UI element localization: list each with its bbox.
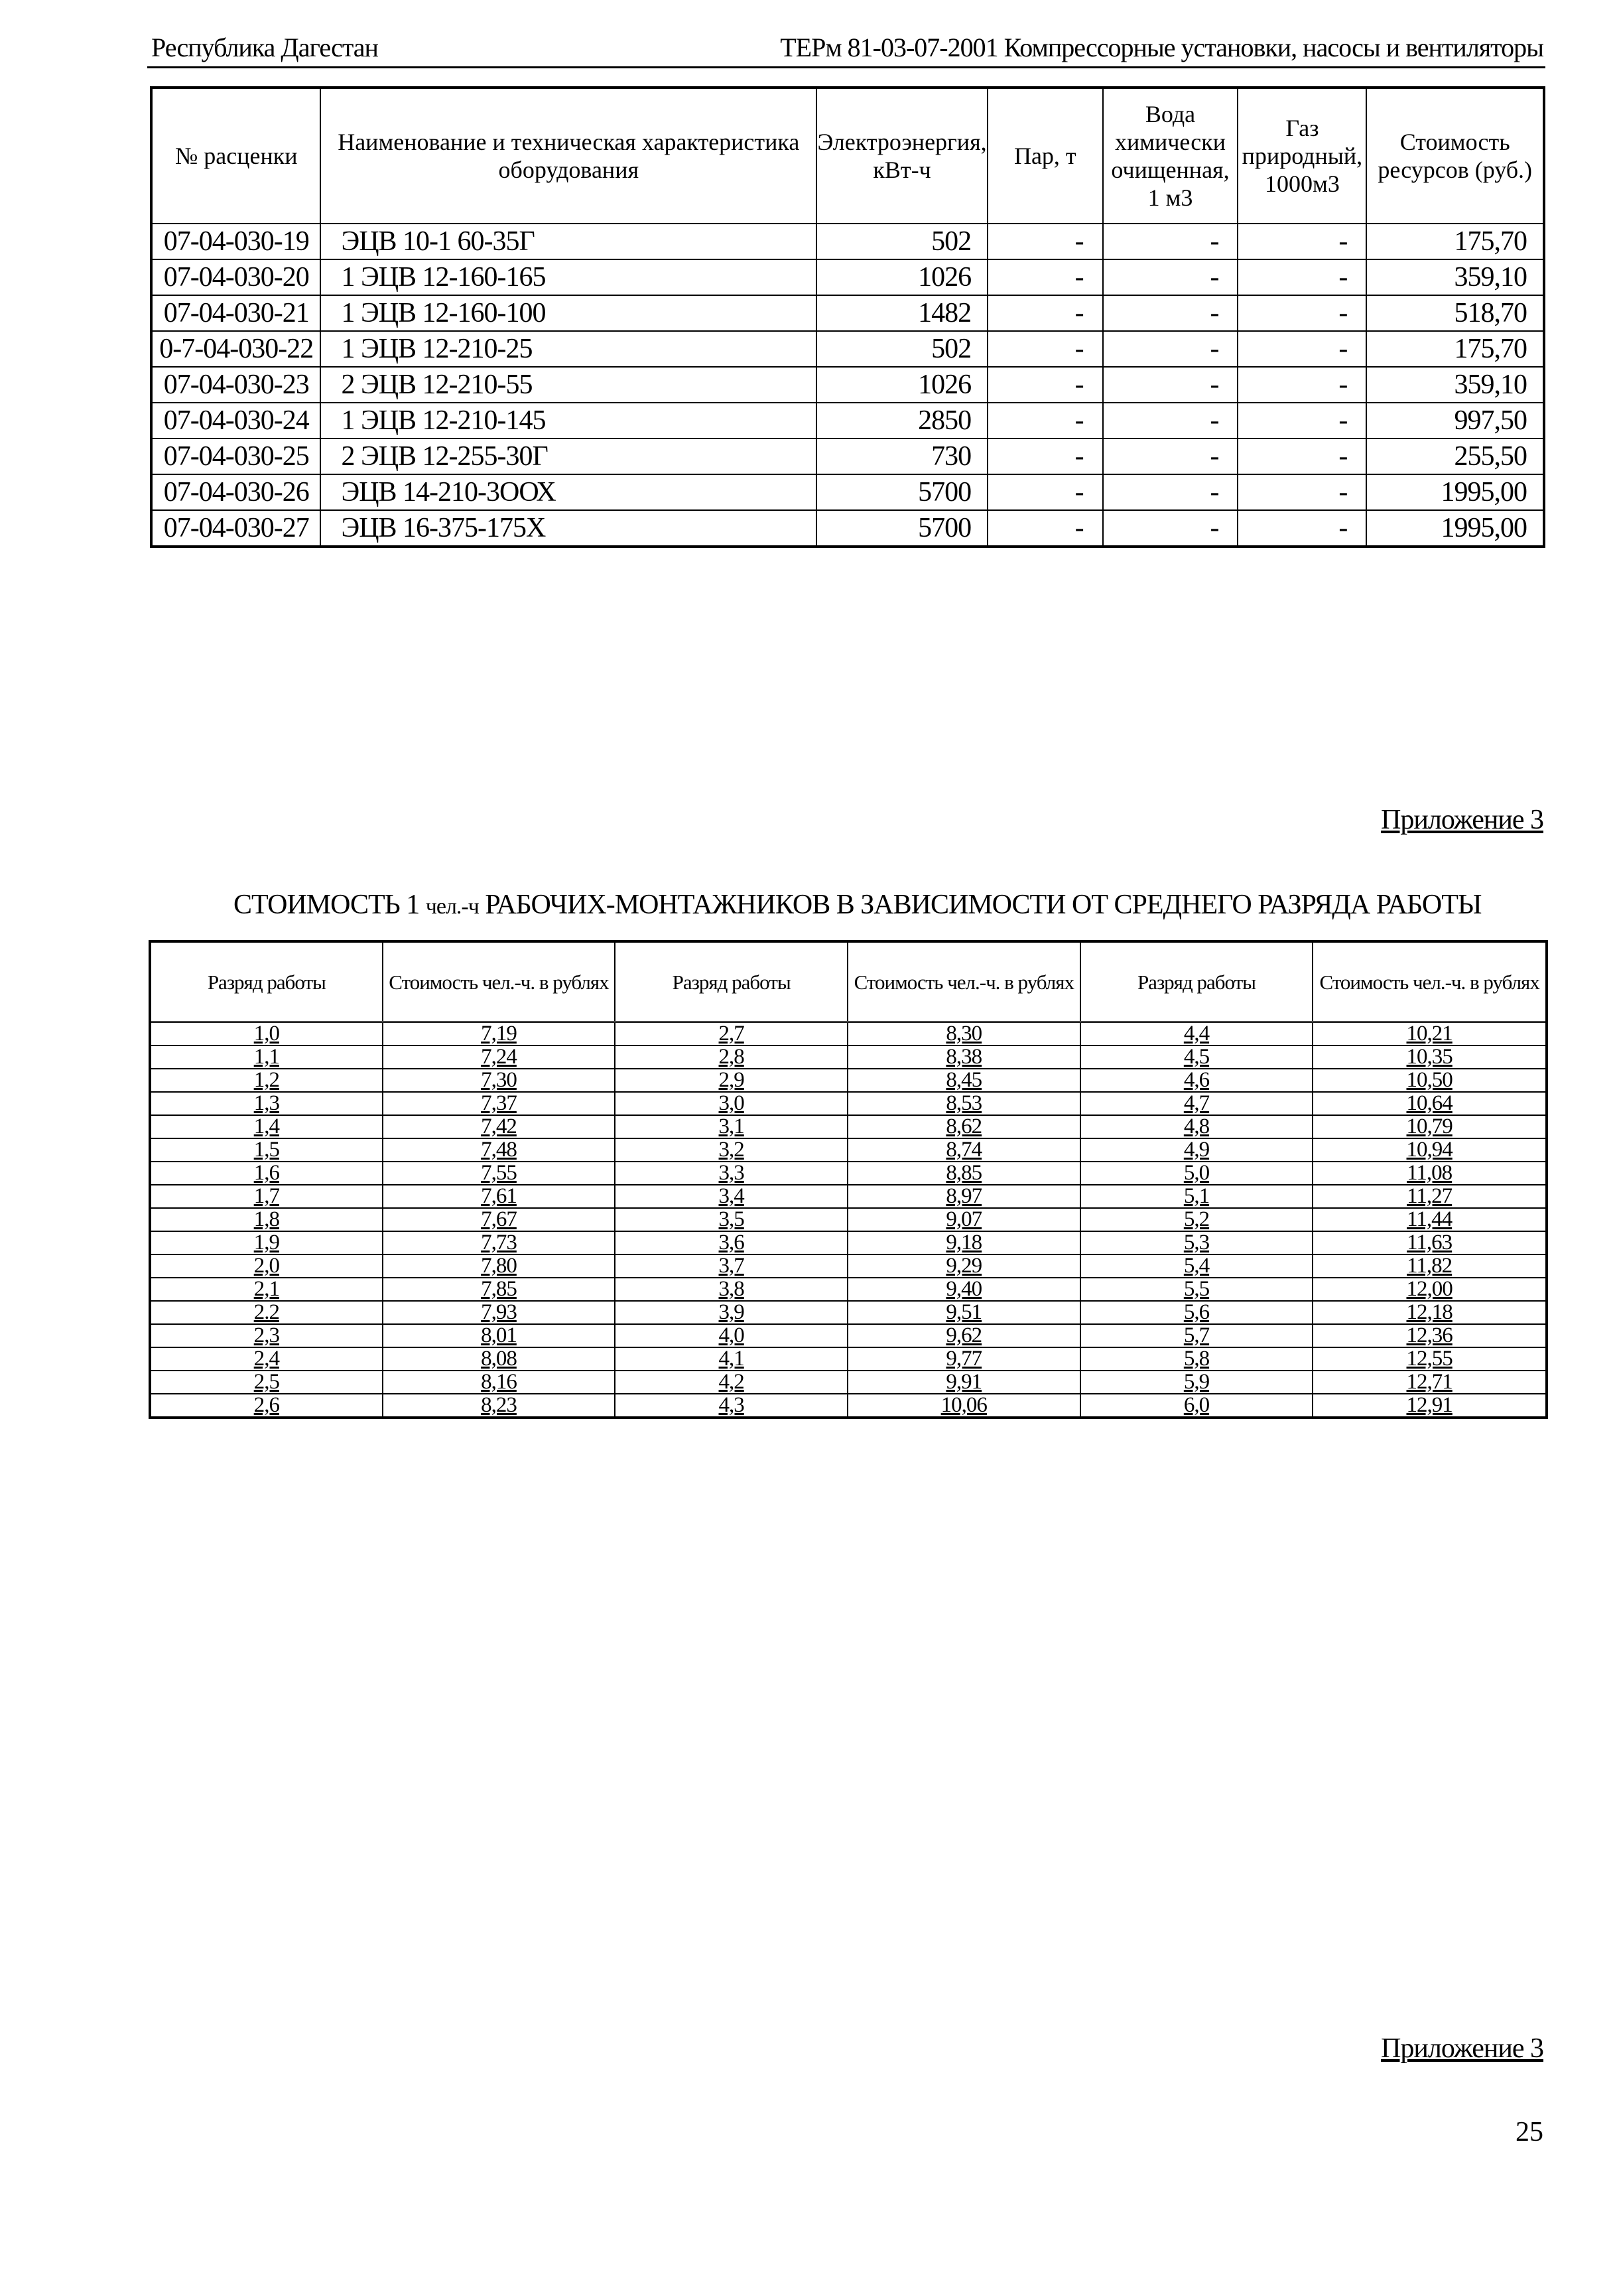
table-cell: 730 — [816, 439, 988, 474]
table-cell: 2,9 — [615, 1069, 848, 1092]
table-cell: 10,50 — [1313, 1069, 1547, 1092]
column-header: Газ природный, 1000м3 — [1238, 88, 1366, 224]
table-cell: 997,50 — [1366, 403, 1544, 439]
table-row — [151, 510, 1544, 547]
table-cell: 5,7 — [1080, 1324, 1313, 1347]
table-cell: - — [1238, 474, 1366, 510]
table-cell: 502 — [816, 331, 988, 367]
table-cell: 3,8 — [615, 1278, 848, 1301]
table-cell: 1482 — [816, 295, 988, 331]
table-cell: 1026 — [816, 367, 988, 403]
rates-table — [150, 86, 1545, 548]
table-cell: 1 ЭЦВ 12-160-100 — [320, 295, 816, 331]
column-header: Наименование и техническая характеристика оборудования — [320, 88, 816, 224]
table-title — [233, 889, 1482, 921]
table-cell: - — [988, 474, 1103, 510]
table-cell: 4,5 — [1080, 1046, 1313, 1069]
table-cell: 7,93 — [383, 1301, 615, 1324]
table-row — [150, 1046, 1547, 1069]
table-row — [150, 1347, 1547, 1371]
table-cell: 1 ЭЦВ 12-160-165 — [320, 259, 816, 295]
column-header: № расценки — [151, 88, 320, 224]
table-cell: 9,07 — [848, 1208, 1080, 1231]
table-cell: - — [1103, 295, 1238, 331]
table-cell: 3,0 — [615, 1092, 848, 1115]
table-cell: - — [1238, 331, 1366, 367]
table-cell: 9,62 — [848, 1324, 1080, 1347]
table-row — [150, 1324, 1547, 1347]
column-header: Разряд работы — [150, 941, 383, 1022]
table-cell: 1,5 — [150, 1138, 383, 1162]
column-header: Стоимость ресурсов (руб.) — [1366, 88, 1544, 224]
column-header: Вода химически очищенная, 1 м3 — [1103, 88, 1238, 224]
table-cell: 1,9 — [150, 1231, 383, 1254]
table-cell: 7,42 — [383, 1115, 615, 1138]
table-cell: 7,48 — [383, 1138, 615, 1162]
table-cell: 12,18 — [1313, 1301, 1547, 1324]
table-cell: 1 ЭЦВ 12-210-25 — [320, 331, 816, 367]
table-row — [150, 1069, 1547, 1092]
table-cell: 8,97 — [848, 1185, 1080, 1208]
table-row — [150, 1231, 1547, 1254]
table-cell: 1,3 — [150, 1092, 383, 1115]
table-cell: - — [1238, 259, 1366, 295]
table-cell: 5,2 — [1080, 1208, 1313, 1231]
table-cell: 8,23 — [383, 1394, 615, 1418]
table-cell: 1995,00 — [1366, 474, 1544, 510]
table-cell: 11,44 — [1313, 1208, 1547, 1231]
table-cell: 7,55 — [383, 1162, 615, 1185]
table-cell: 8,16 — [383, 1371, 615, 1394]
table-cell: 2,3 — [150, 1324, 383, 1347]
table-cell: 7,30 — [383, 1069, 615, 1092]
table-cell: 07-04-030-24 — [151, 403, 320, 439]
table-cell: 4,3 — [615, 1394, 848, 1418]
table-cell: - — [1103, 367, 1238, 403]
table-cell: 10,21 — [1313, 1022, 1547, 1046]
table-cell: - — [1103, 259, 1238, 295]
table-cell: 175,70 — [1366, 224, 1544, 259]
table-cell: 7,24 — [383, 1046, 615, 1069]
table-cell: - — [1238, 367, 1366, 403]
table-cell: - — [988, 259, 1103, 295]
table-cell: 5,8 — [1080, 1347, 1313, 1371]
table-cell: 5700 — [816, 474, 988, 510]
table-cell: 8,74 — [848, 1138, 1080, 1162]
table-cell: 4,1 — [615, 1347, 848, 1371]
table-cell: - — [1238, 510, 1366, 547]
table-cell: 4,6 — [1080, 1069, 1313, 1092]
table-row — [150, 1162, 1547, 1185]
table-cell: - — [988, 331, 1103, 367]
table-cell: 11,08 — [1313, 1162, 1547, 1185]
table-row — [150, 1208, 1547, 1231]
table-cell: 3,1 — [615, 1115, 848, 1138]
table-cell: 9,77 — [848, 1347, 1080, 1371]
table-row — [150, 1185, 1547, 1208]
header-region: Республика Дагестан — [151, 33, 378, 62]
table-cell: 4,0 — [615, 1324, 848, 1347]
table-cell: 2.2 — [150, 1301, 383, 1324]
table-cell: 3,3 — [615, 1162, 848, 1185]
table-cell: 1026 — [816, 259, 988, 295]
table-cell: 1,4 — [150, 1115, 383, 1138]
table-cell: 9,18 — [848, 1231, 1080, 1254]
table-row — [150, 1022, 1547, 1046]
table-row — [151, 403, 1544, 439]
table-cell: 1,7 — [150, 1185, 383, 1208]
table-cell: 9,51 — [848, 1301, 1080, 1324]
table-cell: - — [1103, 439, 1238, 474]
table-title-part: РАБОЧИХ-МОНТАЖНИКОВ В ЗАВИСИМОСТИ ОТ СРЕДНЕГО РАЗРЯДА РАБОТЫ — [478, 890, 1482, 920]
table-cell: 07-04-030-19 — [151, 224, 320, 259]
table-cell: 8,85 — [848, 1162, 1080, 1185]
table-cell: 3,9 — [615, 1301, 848, 1324]
table-cell: 8,08 — [383, 1347, 615, 1371]
column-header: Стоимость чел.-ч. в рублях — [383, 941, 615, 1022]
table-cell: 8,45 — [848, 1069, 1080, 1092]
header-document-title: ТЕРм 81-03-07-2001 Компрессорные установки, насосы и вентиляторы — [780, 33, 1543, 62]
table-row — [150, 1394, 1547, 1418]
table-cell: 3,6 — [615, 1231, 848, 1254]
table-cell: - — [1238, 224, 1366, 259]
labor-cost-table — [149, 940, 1548, 1419]
table-cell: 07-04-030-21 — [151, 295, 320, 331]
column-header: Стоимость чел.-ч. в рублях — [848, 941, 1080, 1022]
header-rule — [147, 66, 1545, 68]
appendix-label: Приложение 3 — [1381, 2033, 1543, 2064]
table-row — [151, 439, 1544, 474]
table-cell: 1 ЭЦВ 12-210-145 — [320, 403, 816, 439]
table-cell: 1,2 — [150, 1069, 383, 1092]
table-cell: 1,6 — [150, 1162, 383, 1185]
table-cell: 502 — [816, 224, 988, 259]
table-row — [150, 1138, 1547, 1162]
table-cell: 8,53 — [848, 1092, 1080, 1115]
table-cell: - — [988, 403, 1103, 439]
table-cell: 2,1 — [150, 1278, 383, 1301]
column-header: Разряд работы — [1080, 941, 1313, 1022]
table-title-part: СТОИМОСТЬ 1 — [233, 890, 426, 920]
table-cell: 5,4 — [1080, 1254, 1313, 1278]
table-cell: 07-04-030-25 — [151, 439, 320, 474]
appendix-label: Приложение 3 — [1381, 805, 1543, 835]
table-cell: 9,91 — [848, 1371, 1080, 1394]
table-cell: 175,70 — [1366, 331, 1544, 367]
table-cell: 2,6 — [150, 1394, 383, 1418]
table-cell: - — [988, 224, 1103, 259]
table-cell: 7,19 — [383, 1022, 615, 1046]
table-cell: 8,62 — [848, 1115, 1080, 1138]
column-header: Пар, т — [988, 88, 1103, 224]
table-header-row — [151, 88, 1544, 224]
table-cell: 4,8 — [1080, 1115, 1313, 1138]
table-cell: 7,85 — [383, 1278, 615, 1301]
table-cell: 10,79 — [1313, 1115, 1547, 1138]
table-cell: 7,73 — [383, 1231, 615, 1254]
table-cell: 4,9 — [1080, 1138, 1313, 1162]
table-cell: 10,06 — [848, 1394, 1080, 1418]
table-cell: 2,7 — [615, 1022, 848, 1046]
table-cell: 12,55 — [1313, 1347, 1547, 1371]
table-cell: 3,2 — [615, 1138, 848, 1162]
table-cell: 5,5 — [1080, 1278, 1313, 1301]
table-cell: - — [1103, 331, 1238, 367]
table-cell: - — [988, 295, 1103, 331]
table-cell: 10,94 — [1313, 1138, 1547, 1162]
table-cell: 5700 — [816, 510, 988, 547]
table-cell: 10,35 — [1313, 1046, 1547, 1069]
table-cell: - — [1103, 224, 1238, 259]
table-cell: 3,7 — [615, 1254, 848, 1278]
table-row — [151, 367, 1544, 403]
table-cell: 12,71 — [1313, 1371, 1547, 1394]
table-title-unit: чел.-ч — [425, 894, 479, 919]
table-cell: ЭЦВ 10-1 60-35Г — [320, 224, 816, 259]
table-cell: 359,10 — [1366, 259, 1544, 295]
table-cell: 2,5 — [150, 1371, 383, 1394]
table-cell: 7,61 — [383, 1185, 615, 1208]
table-cell: 2,8 — [615, 1046, 848, 1069]
table-row — [151, 259, 1544, 295]
table-cell: 8,38 — [848, 1046, 1080, 1069]
table-cell: 07-04-030-26 — [151, 474, 320, 510]
table-cell: 8,01 — [383, 1324, 615, 1347]
table-cell: 4,7 — [1080, 1092, 1313, 1115]
table-cell: 5,3 — [1080, 1231, 1313, 1254]
table-cell: ЭЦВ 14-210-3ООХ — [320, 474, 816, 510]
table-cell: - — [1103, 403, 1238, 439]
table-cell: 5,9 — [1080, 1371, 1313, 1394]
table-cell: 11,63 — [1313, 1231, 1547, 1254]
table-cell: 1995,00 — [1366, 510, 1544, 547]
table-cell: 07-04-030-20 — [151, 259, 320, 295]
table-row — [150, 1254, 1547, 1278]
table-cell: 9,40 — [848, 1278, 1080, 1301]
table-cell: 6,0 — [1080, 1394, 1313, 1418]
table-cell: 2 ЭЦВ 12-210-55 — [320, 367, 816, 403]
table-cell: 1,0 — [150, 1022, 383, 1046]
table-cell: 3,5 — [615, 1208, 848, 1231]
table-cell: 3,4 — [615, 1185, 848, 1208]
table-row — [150, 1371, 1547, 1394]
table-row — [150, 1092, 1547, 1115]
table-cell: 7,80 — [383, 1254, 615, 1278]
table-cell: - — [1103, 510, 1238, 547]
table-cell: 359,10 — [1366, 367, 1544, 403]
table-row — [151, 295, 1544, 331]
table-cell: - — [988, 439, 1103, 474]
table-header-row — [150, 941, 1547, 1022]
column-header: Стоимость чел.-ч. в рублях — [1313, 941, 1547, 1022]
table-cell: 11,82 — [1313, 1254, 1547, 1278]
column-header: Электроэнергия, кВт-ч — [816, 88, 988, 224]
table-row — [150, 1115, 1547, 1138]
page-number: 25 — [1516, 2117, 1543, 2147]
table-cell: 8,30 — [848, 1022, 1080, 1046]
table-cell: 7,67 — [383, 1208, 615, 1231]
table-row — [151, 224, 1544, 259]
table-cell: 4,2 — [615, 1371, 848, 1394]
table-cell: 10,64 — [1313, 1092, 1547, 1115]
table-cell: - — [1238, 439, 1366, 474]
table-cell: - — [1238, 403, 1366, 439]
table-cell: 9,29 — [848, 1254, 1080, 1278]
table-cell: - — [988, 510, 1103, 547]
table-cell: - — [1238, 295, 1366, 331]
table-cell: 2850 — [816, 403, 988, 439]
table-cell: 12,00 — [1313, 1278, 1547, 1301]
table-cell: 255,50 — [1366, 439, 1544, 474]
table-row — [150, 1301, 1547, 1324]
table-cell: 5,6 — [1080, 1301, 1313, 1324]
table-cell: 1,1 — [150, 1046, 383, 1069]
table-cell: 0-7-04-030-22 — [151, 331, 320, 367]
table-cell: 4,4 — [1080, 1022, 1313, 1046]
table-row — [150, 1278, 1547, 1301]
table-cell: 5,1 — [1080, 1185, 1313, 1208]
table-cell: 2 ЭЦВ 12-255-30Г — [320, 439, 816, 474]
table-cell: 07-04-030-23 — [151, 367, 320, 403]
table-cell: 1,8 — [150, 1208, 383, 1231]
table-cell: 2,0 — [150, 1254, 383, 1278]
table-cell: 11,27 — [1313, 1185, 1547, 1208]
table-row — [151, 331, 1544, 367]
table-cell: 12,36 — [1313, 1324, 1547, 1347]
table-cell: 518,70 — [1366, 295, 1544, 331]
table-cell: 07-04-030-27 — [151, 510, 320, 547]
table-cell: 7,37 — [383, 1092, 615, 1115]
table-cell: ЭЦВ 16-375-175Х — [320, 510, 816, 547]
column-header: Разряд работы — [615, 941, 848, 1022]
table-cell: 5,0 — [1080, 1162, 1313, 1185]
table-cell: 12,91 — [1313, 1394, 1547, 1418]
table-cell: 2,4 — [150, 1347, 383, 1371]
table-cell: - — [988, 367, 1103, 403]
table-cell: - — [1103, 474, 1238, 510]
table-row — [151, 474, 1544, 510]
